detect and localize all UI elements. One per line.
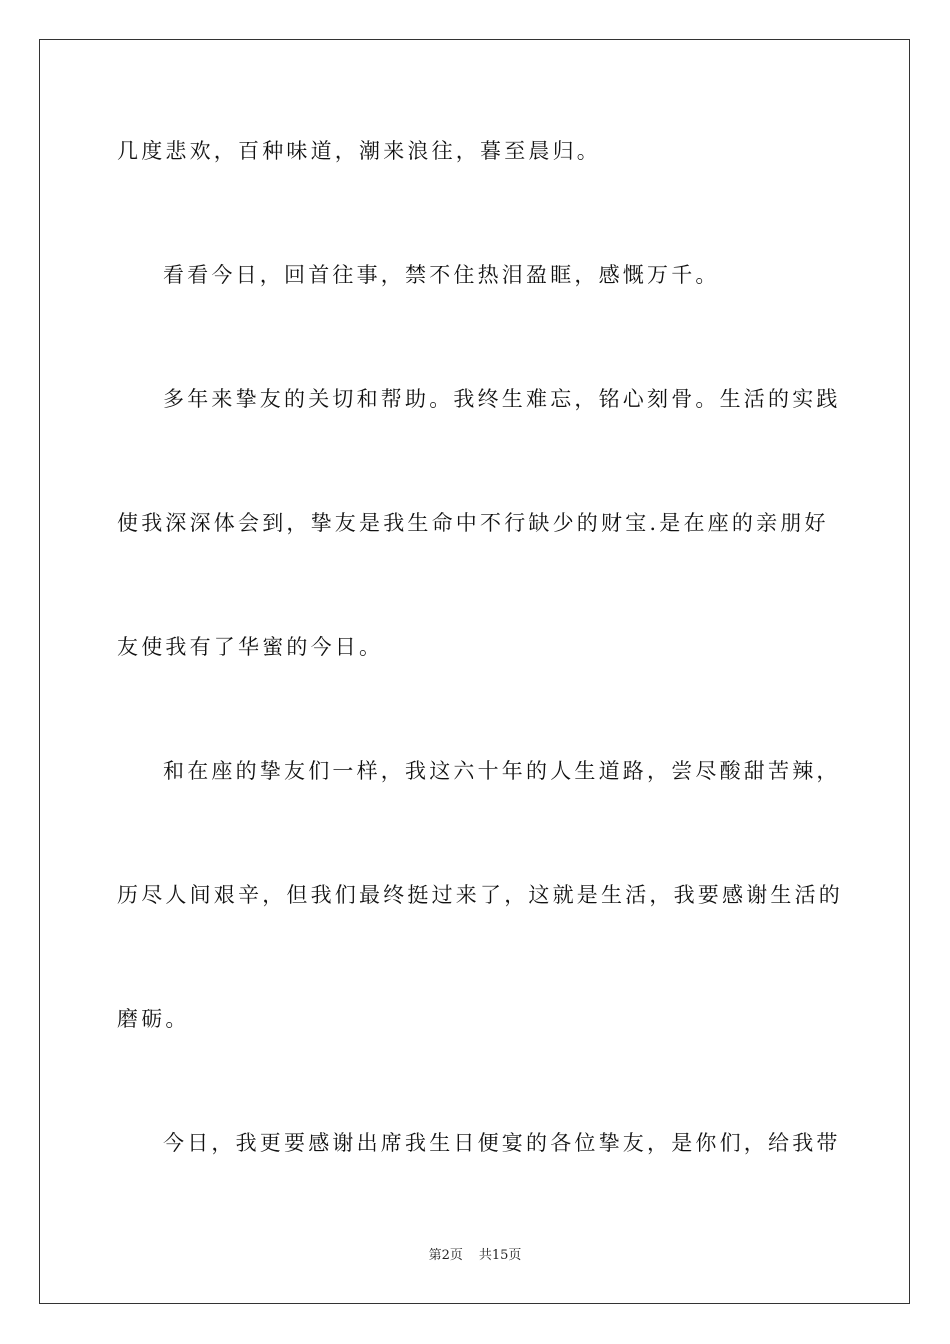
text-line-2: 看看今日，回首往事，禁不住热泪盈眶，感慨万千。 xyxy=(163,263,720,287)
text-line-9: 今日，我更要感谢出席我生日便宴的各位挚友，是你们，给我带 xyxy=(163,1131,841,1155)
text-line-8: 磨砺。 xyxy=(117,1007,190,1031)
page-total: 共15页 xyxy=(478,1248,522,1263)
page-border xyxy=(39,39,910,1304)
text-line-7: 历尽人间艰辛，但我们最终挺过来了，这就是生活，我要感谢生活的 xyxy=(117,883,843,907)
text-line-3: 多年来挚友的关切和帮助。我终生难忘，铭心刻骨。生活的实践 xyxy=(163,387,841,411)
page-number: 第2页 xyxy=(428,1248,463,1263)
text-line-5: 友使我有了华蜜的今日。 xyxy=(117,635,384,659)
text-line-6: 和在座的挚友们一样，我这六十年的人生道路，尝尽酸甜苦辣， xyxy=(163,759,841,783)
page-footer xyxy=(0,1247,950,1265)
text-line-1: 几度悲欢，百种味道，潮来浪往，暮至晨归。 xyxy=(117,139,601,163)
text-line-4: 使我深深体会到，挚友是我生命中不行缺少的财宝.是在座的亲朋好 xyxy=(117,511,829,535)
